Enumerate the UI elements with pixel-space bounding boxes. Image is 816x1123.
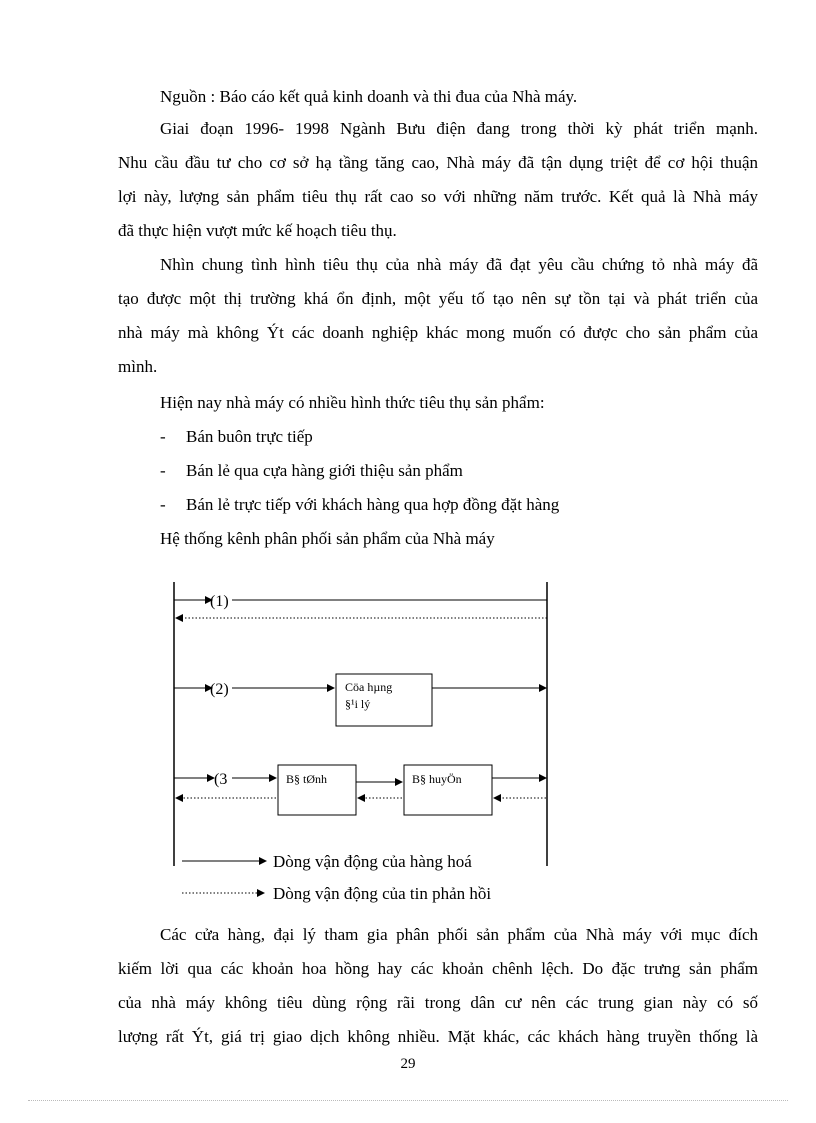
paragraph-line: Giai đoạn 1996- 1998 Ngành Bưu điện đang trong thời kỳ phát triển mạnh. — [160, 119, 758, 138]
paragraph-line: lợi này, lượng sản phẩm tiêu thụ rất cao so với những năm trước. Kết quả là Nhà máy — [118, 187, 758, 206]
list-item-text: Bán buôn trực tiếp — [186, 427, 313, 446]
paragraph-line: Nhu cầu đầu tư cho cơ sở hạ tầng tăng cao, Nhà máy đã tận dụng triệt để cơ hội thuận — [118, 153, 758, 172]
dealer-box-label: §¹i lý — [345, 697, 371, 711]
paragraph-line: mình. — [118, 357, 158, 376]
list-item-text: Bán lẻ trực tiếp với khách hàng qua hợp đồng đặt hàng — [186, 495, 560, 514]
bullet-dash: - — [160, 461, 166, 480]
list-item-text: Bán lẻ qua cựa hàng giới thiệu sản phẩm — [186, 461, 463, 480]
channel-3 — [174, 765, 546, 815]
legend-goods-label: Dòng vận động của hàng hoá — [273, 852, 472, 871]
channel-2 — [174, 674, 546, 726]
channel-label: (1) — [210, 593, 229, 610]
forms-intro: Hiện nay nhà máy có nhiều hình thức tiêu thụ sản phẩm: — [160, 393, 545, 412]
paragraph-line: lượng rất Ýt, giá trị giao dịch không nhiều. Mặt khác, các khách hàng truyền thống là — [118, 1027, 758, 1046]
legend-feedback-label: Dòng vận động của tin phản hồi — [273, 884, 492, 903]
paragraph-line: Nhìn chung tình hình tiêu thụ của nhà máy đã đạt yêu cầu chứng tỏ nhà máy đã — [160, 255, 758, 274]
channel-label: (2) — [210, 681, 229, 698]
diagram-title: Hệ thống kênh phân phối sản phẩm của Nhà máy — [160, 529, 495, 548]
paragraph-line: của nhà máy không tiêu dùng rộng rãi trong dân cư nên các trung gian này có số — [118, 993, 758, 1012]
page-number: 29 — [400, 1056, 416, 1072]
source-note: Nguồn : Báo cáo kết quả kinh doanh và thi đua của Nhà máy. — [160, 87, 578, 106]
channel-label: (3 — [214, 771, 228, 788]
footer-rule — [28, 1100, 788, 1101]
paragraph-line: tạo được một thị trường khá ổn định, một yếu tố tạo nên sự tồn tại và phát triển của — [118, 289, 758, 308]
channel-1 — [174, 593, 547, 618]
paragraph-line: kiếm lời qua các khoản hoa hồng hay các khoản chênh lệch. Do đặc trưng sản phẩm — [118, 959, 758, 978]
bullet-dash: - — [160, 427, 166, 446]
dealer-box-label: Cöa hµng — [345, 680, 393, 694]
paragraph-line: nhà máy mà không Ýt các doanh nghiệp khác mong muốn có được cho sản phẩm của — [118, 323, 758, 342]
paragraph-line: đã thực hiện vượt mức kế hoạch tiêu thụ. — [118, 221, 397, 240]
paragraph-line: Các cửa hàng, đại lý tham gia phân phối sản phẩm của Nhà máy với mục đích — [160, 925, 758, 944]
district-post-label: B§ huyÖn — [412, 772, 462, 786]
province-post-label: B§ tØnh — [286, 772, 328, 786]
legend — [182, 852, 491, 903]
bullet-dash: - — [160, 495, 166, 514]
